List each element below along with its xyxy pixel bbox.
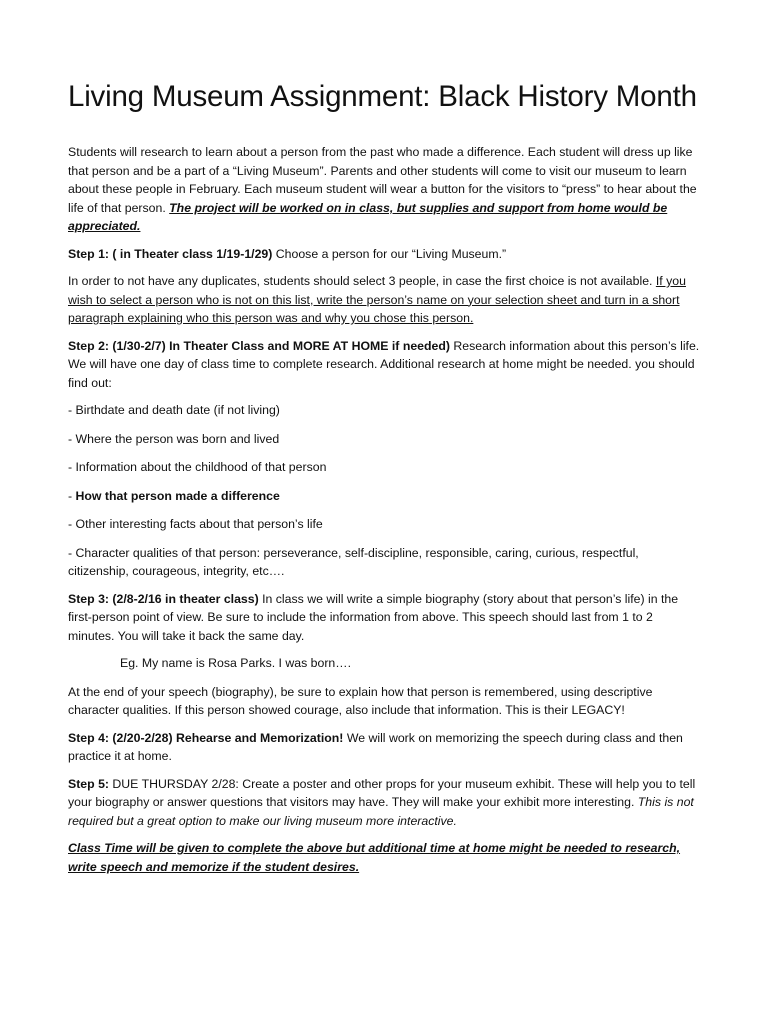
step-2	[68, 337, 700, 393]
finding-birthdate: - Birthdate and death date (if not living)	[68, 403, 280, 417]
step-5	[68, 775, 700, 831]
step-5-label: Step 5:	[68, 776, 109, 791]
step-1-text: Choose a person for our “Living Museum.”	[272, 246, 507, 261]
finding-difference-prefix: -	[68, 488, 76, 503]
step-1-note-text: In order to not have any duplicates, students should select 3 people, in case the first choice is not available.	[68, 274, 656, 288]
intro-paragraph	[68, 143, 700, 236]
step-3-label: Step 3: (2/8-2/16 in theater class)	[68, 591, 259, 606]
step-4	[68, 729, 700, 766]
finding-facts: - Other interesting facts about that person’s life	[68, 517, 323, 531]
intro-emphasis: The project will be worked on in class, but supplies and support from home would be appreciated.	[68, 200, 668, 233]
page-title: Living Museum Assignment: Black History Month	[68, 80, 697, 113]
step-2-text: Research information about this person’s life. We will have one day of class time to complete research. Additional research at home might be needed. you should find out:	[68, 338, 700, 390]
step-5-italic: This is not required but a great option to make our living museum more interactive.	[68, 795, 694, 828]
step-5-text: DUE THURSDAY 2/28: Create a poster and other props for your museum exhibit. These will help you to tell your biography or answer questions that visitors may have. They will make your exhibit more interesting.	[68, 776, 696, 809]
closing-note: Class Time will be given to complete the above but additional time at home might be needed to research, write speech and memorize if the student desires.	[68, 841, 681, 874]
step-1-label: Step 1: ( in Theater class 1/19-1/29)	[68, 246, 273, 261]
finding-qualities: - Character qualities of that person: perseverance, self-discipline, responsible, caring, curious, respectful, citizenship, courageous, integrity, etc….	[68, 545, 639, 578]
finding-born: - Where the person was born and lived	[68, 431, 280, 446]
intro-text: Students will research to learn about a person from the past who made a difference. Each student will dress up like that person and be a part of a “Living Museum”. Parents and other students will come to visit our museum to learn about these people in February. Each museum student will wear a button for the visitors to “press” to hear about the life of that person.	[68, 145, 697, 215]
legacy-paragraph: At the end of your speech (biography), be sure to explain how that person is remembered, using descriptive character qualities. If this person showed courage, also include that information. This is their LEGACY!	[68, 684, 653, 717]
step-3	[68, 590, 700, 646]
finding-childhood: - Information about the childhood of that person	[68, 460, 327, 474]
step-3-text: In class we will write a simple biography (story about that person’s life) in the first-person point of view. Be sure to include the information from above. This speech should last from 1 to 2 minutes. You will take it back the same day.	[68, 591, 679, 643]
step-1-note-underlined: If you wish to select a person who is not on this list, write the person’s name on your selection sheet and turn in a short paragraph explaining who this person was and why you chose this person.	[68, 274, 686, 325]
step-2-label: Step 2: (1/30-2/7) In Theater Class and MORE AT HOME if needed)	[68, 338, 450, 353]
example-line: Eg. My name is Rosa Parks. I was born….	[120, 656, 351, 670]
finding-difference-text: How that person made a difference	[75, 488, 280, 503]
step-1	[68, 245, 700, 264]
step-1-note	[68, 272, 700, 328]
step-4-text: We will work on memorizing the speech during class and then practice it at home.	[68, 730, 683, 763]
finding-difference	[68, 487, 700, 506]
step-4-label: Step 4: (2/20-2/28) Rehearse and Memorization!	[68, 730, 344, 745]
